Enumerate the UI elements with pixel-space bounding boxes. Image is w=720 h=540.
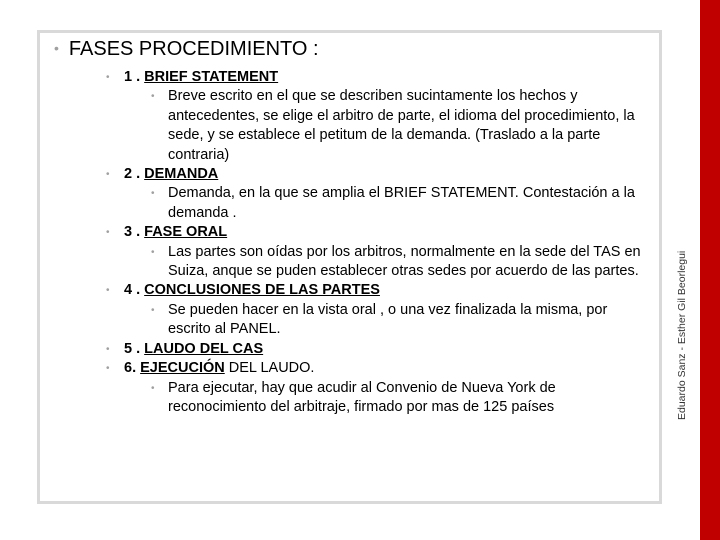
sub-item-1 [106, 87, 646, 165]
item-number: 1 . [124, 69, 141, 85]
list-item-4 [106, 281, 646, 300]
list-item-3 [106, 223, 646, 242]
sub-item-6 [106, 379, 646, 418]
bullet-icon: • [106, 227, 110, 239]
bullet-icon: • [106, 169, 110, 181]
author-text: Eduardo Sanz - Esther Gil Beorlegui [676, 250, 688, 420]
sub-item-text: Breve escrito en el que se describen sucintamente los hechos y antecedentes, se elige el arbitro de parte, el idioma del procedimiento, la sede, y se establece el petitum de la demanda. (Traslado a la parte contraria) [168, 88, 635, 163]
list-item-5 [106, 340, 646, 359]
item-label-rest: DEL LAUDO. [224, 360, 315, 377]
bullet-icon: • [54, 40, 59, 56]
bullet-icon: • [151, 246, 155, 258]
item-number: 2 . [124, 166, 141, 183]
item-label: FASE ORAL [144, 224, 228, 241]
sub-item-text: Se pueden hacer en la vista oral , o una vez finalizada la misma, por escrito al PANEL. [168, 301, 608, 338]
item-number: 6. [124, 360, 137, 377]
list-item-1 [106, 68, 646, 87]
slide-title-row [54, 36, 319, 63]
item-label: DEMANDA [144, 166, 219, 183]
bullet-icon: • [106, 343, 110, 355]
item-number: 5 . [124, 340, 141, 357]
sub-item-4 [106, 301, 646, 340]
item-label: BRIEF STATEMENT [144, 69, 279, 85]
bullet-icon: • [106, 285, 110, 297]
side-author-label [676, 250, 696, 440]
bullet-icon: • [151, 91, 155, 103]
bullet-icon: • [106, 363, 110, 375]
sub-item-2 [106, 184, 646, 223]
bullet-icon: • [106, 72, 110, 83]
bullet-icon: • [151, 382, 155, 394]
procedure-list [106, 68, 646, 417]
sub-item-text: Las partes son oídas por los arbitros, normalmente en la sede del TAS en Suiza, anque se puden establecer otras sedes por acuerdo de las partes. [168, 243, 641, 280]
item-number: 4 . [124, 282, 141, 299]
item-number: 3 . [124, 224, 141, 241]
accent-bar [700, 0, 720, 540]
sub-item-3 [106, 243, 646, 282]
slide-title: FASES PROCEDIMIENTO : [68, 38, 319, 60]
list-item-2 [106, 165, 646, 184]
item-label: EJECUCIÓN [140, 360, 225, 377]
item-label: LAUDO DEL CAS [144, 340, 264, 357]
sub-item-text: Para ejecutar, hay que acudir al Convenio de Nueva York de reconocimiento del arbitraje, firmado por mas de 125 países [168, 379, 556, 415]
bullet-icon: • [151, 304, 155, 316]
list-item-6 [106, 359, 646, 378]
item-label: CONCLUSIONES DE LAS PARTES [144, 282, 380, 299]
bullet-icon: • [151, 188, 155, 200]
sub-item-text: Demanda, en la que se amplia el BRIEF STATEMENT. Contestación a la demanda . [168, 185, 635, 221]
